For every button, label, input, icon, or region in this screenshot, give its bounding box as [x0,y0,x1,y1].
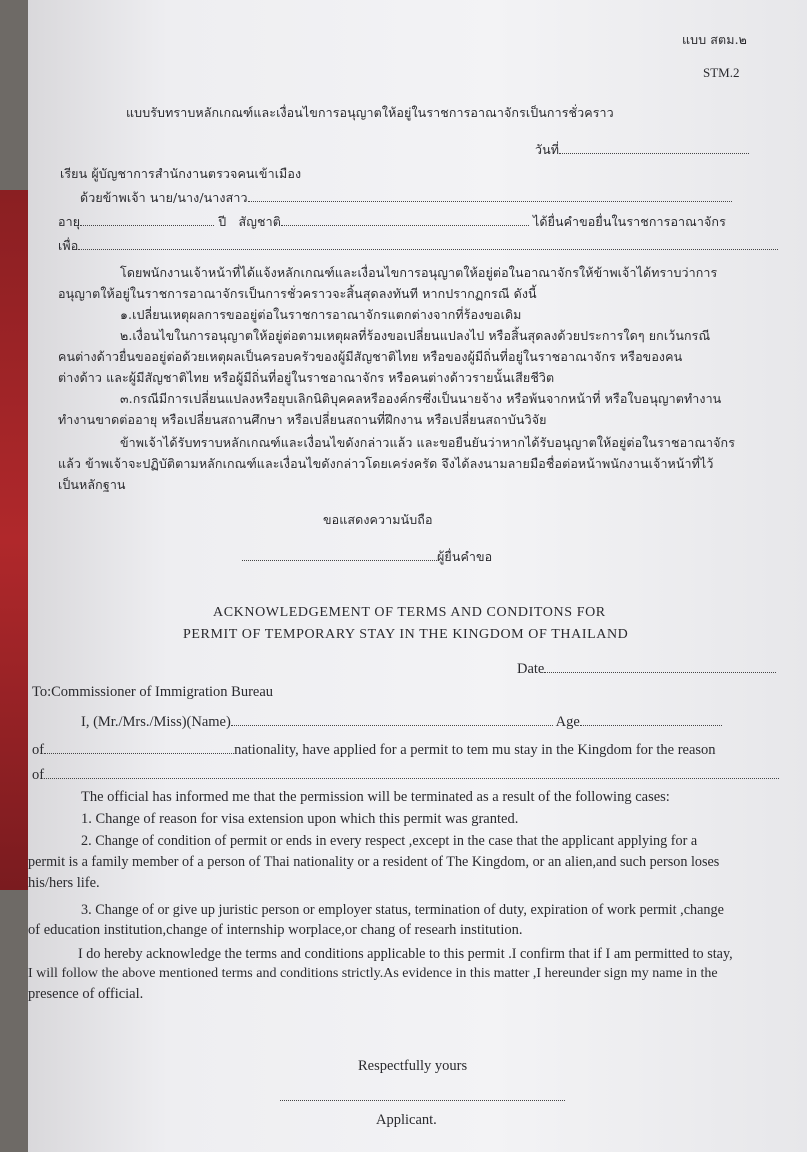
form-sheet [28,0,807,1152]
thai-item2-l1: ๒.เงื่อนไขในการอนุญาตให้อยู่ต่อตามเหตุผลที่ร้องขอเปลี่ยนแปลงไป หรือสิ้นสุดลงด้วยประการใดๆ ยกเว้นกรณี [120,328,711,343]
en-case2-l1: 2. Change of condition of permit or ends in every respect ,except in the case that the applicant applying for a [81,833,698,849]
en-date-label: Date [517,661,545,677]
en-case2-l2: permit is a family member of a person of Thai nationality or a resident of The Kingdom, or an alien,and such person loses [28,854,720,870]
en-signature-line [280,1088,565,1106]
form-code-en: STM.2 [703,65,740,80]
en-name-field[interactable] [231,713,553,726]
thai-title: แบบรับทราบหลักเกณฑ์และเงื่อนไขการอนุญาตให้อยู่ในราชการอาณาจักรเป็นการชั่วคราว [126,105,614,120]
en-name-line [81,713,722,731]
thai-date-field[interactable] [559,141,749,154]
en-date-field[interactable] [544,660,776,673]
thai-applied-text: ได้ยื่นคำขอยื่นในราชการอาณาจักร [533,214,726,229]
thai-purpose-line [58,236,778,256]
thai-salutation: เรียน ผู้บัญชาการสำนักงานตรวจคนเข้าเมือง [60,166,302,181]
en-name-label: I, (Mr./Mrs./Miss)(Name) [81,714,231,730]
en-ack-l2: I will follow the above mentioned terms and conditions strictly.As evidence in this matter ,I hereunder sign my name in the [28,966,718,981]
en-intro: The official has informed me that the permission will be terminated as a result of the following cases: [81,789,670,805]
thai-years-label: ปี [218,214,227,229]
en-case3-l2: of education institution,change of internship worplace,or chang of researh institution. [28,922,523,938]
background-cloth [0,190,30,890]
thai-signature-field[interactable] [242,548,437,561]
thai-signature-line [242,547,492,567]
en-ack-l1: I do hereby acknowledge the terms and conditions applicable to this permit .I confirm that if I am permitted to stay, [78,946,733,962]
thai-para1-l1: โดยพนักงานเจ้าหน้าที่ได้แจ้งหลักเกณฑ์และเงื่อนไขการอนุญาตให้อยู่ต่อในอาณาจักรให้ข้าพเจ้าได้ทราบว่าการ [120,265,718,280]
thai-nationality-field[interactable] [281,213,529,226]
en-nationality-line [32,741,716,759]
thai-item1: ๑.เปลี่ยนเหตุผลการขออยู่ต่อในราชการอาณาจักรแตกต่างจากที่ร้องขอเดิม [120,307,522,322]
en-reason-line [32,766,779,784]
thai-age-label: อายุ [58,214,81,229]
en-case3-l1: 3. Change of or give up juristic person or employer status, termination of duty, expiration of work permit ,change [81,902,724,918]
thai-purpose-field[interactable] [78,237,778,250]
thai-name-line [80,188,732,208]
en-of-label: of [32,742,45,758]
en-nationality-text: nationality, have applied for a permit to tem mu stay in the Kingdom for the reason [234,742,716,758]
thai-nationality-label: สัญชาติ [238,214,281,229]
thai-age-line [58,212,726,232]
thai-purpose-label: เพื่อ [58,238,79,253]
thai-date-line [535,140,749,160]
thai-ack-l3: เป็นหลักฐาน [58,477,126,492]
thai-name-field[interactable] [248,189,732,202]
thai-applicant-label: ผู้ยื่นคำขอ [437,549,493,564]
en-reason-field[interactable] [44,766,779,779]
thai-ack-l1: ข้าพเจ้าได้รับทราบหลักเกณฑ์และเงื่อนไขดังกล่าวแล้ว และขอยืนยันว่าหากได้รับอนุญาตให้อยู่ต่อในราชอาณาจักร [120,435,736,450]
thai-name-label: ด้วยข้าพเจ้า นาย/นาง/นางสาว [80,190,248,205]
en-age-field[interactable] [580,713,722,726]
en-addressee: To:Commissioner of Immigration Bureau [32,684,274,700]
en-ack-l3: presence of official. [28,986,144,1002]
en-case1: 1. Change of reason for visa extension upon which this permit was granted. [81,811,519,827]
en-case2-l3: his/hers life. [28,875,100,891]
en-of-label-2: of [32,767,45,783]
en-applicant-label: Applicant. [376,1112,437,1128]
thai-date-label: วันที่ [535,142,560,157]
thai-ack-l2: แล้ว ข้าพเจ้าจะปฏิบัติตามหลักเกณฑ์และเงื่อนไขดังกล่าวโดยเคร่งครัด จึงได้ลงนามลายมือชื่อต่อหน้าพนักงานเจ้าหน้าที่ไว้ [58,456,714,471]
en-signature-field[interactable] [280,1088,565,1101]
thai-item2-l2: คนต่างด้าวยื่นขออยู่ต่อด้วยเหตุผลเป็นครอบครัวของผู้มีสัญชาติไทย หรือของผู้มีถิ่นที่อยู่ในราชอาณาจักร หรือของคน [58,349,683,364]
form-code: แบบ สตม.๒ [682,32,747,47]
thai-item3-l2: ทำงานขาดต่ออายุ หรือเปลี่ยนสถานศึกษา หรือเปลี่ยนสถานที่ฝึกงาน หรือเปลี่ยนสถาบันวิจัย [58,412,547,427]
en-title-l2: PERMIT OF TEMPORARY STAY IN THE KINGDOM OF THAILAND [183,627,629,642]
en-title-l1: ACKNOWLEDGEMENT OF TERMS AND CONDITONS FOR [213,605,606,620]
en-nationality-field[interactable] [44,741,234,754]
thai-item2-l3: ต่างด้าว และผู้มีสัญชาติไทย หรือผู้มีถิ่นที่อยู่ในราชอาณาจักร หรือคนต่างด้าวรายนั้นเสียชีวิต [58,370,555,385]
thai-para1-l2: อนุญาตให้อยู่ในราชการอาณาจักรเป็นการชั่วคราวจะสิ้นสุดลงทันที หากปรากฏกรณี ดังนี้ [58,286,537,301]
thai-item3-l1: ๓.กรณีมีการเปลี่ยนแปลงหรือยุบเลิกนิติบุคคลหรือองค์กรซึ่งเป็นนายจ้าง หรือพ้นจากหน้าที่ หรือใบอนุญาตทำงาน [120,391,722,406]
en-date-line [517,660,776,678]
thai-closing: ขอแสดงความนับถือ [323,512,433,527]
thai-age-field[interactable] [80,213,214,226]
en-closing: Respectfully yours [358,1058,468,1074]
en-age-label: Age [555,714,580,730]
